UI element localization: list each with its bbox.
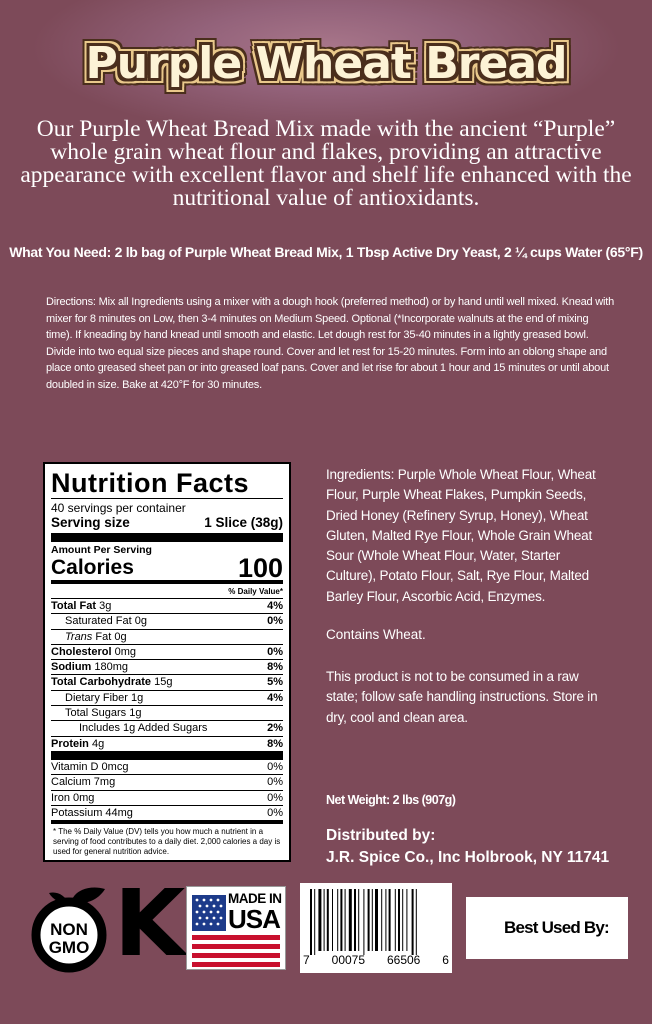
usa-text: USA bbox=[228, 904, 280, 934]
barcode-bar bbox=[416, 889, 417, 955]
barcode-bar bbox=[340, 889, 342, 951]
barcode-bar bbox=[368, 889, 370, 951]
vitamin-row: Potassium 44mg 0% bbox=[51, 806, 283, 819]
kosher-icon: K bbox=[114, 870, 186, 977]
vitamin-row: Vitamin D 0mcg 0% bbox=[51, 760, 283, 773]
barcode-bars bbox=[300, 883, 452, 955]
best-used-by-box bbox=[466, 897, 628, 959]
vitamin-row: Iron 0mg 0% bbox=[51, 791, 283, 804]
barcode-bar bbox=[310, 889, 312, 955]
distributed-label: Distributed by: bbox=[326, 827, 436, 844]
barcode-bar bbox=[406, 889, 407, 951]
barcode-bar bbox=[363, 889, 364, 955]
nutrient-row: Dietary Fiber 1g 4% bbox=[51, 690, 283, 705]
barcode-bar bbox=[337, 889, 338, 951]
barcode-bar bbox=[345, 889, 346, 951]
directions: Directions: Mix all Ingredients using a mixer with a dough hook (preferred method) or by hand until well mixed. Knead with mixer for 8 minutes on Low, then 3-4 minutes on Medium Speed. Optional (*Incorporate walnuts at the end of mixing time). If kneading by hand knead until smooth and elastic. Let dough rest for 35-40 minutes in a lightly greased bowl. Divide into two equal size pieces and shape round. Cover and let rest for 15-20 minutes. Form into an oblong shape and place onto greased sheet pan or into greased loaf pans. Cover and let rise for about 1 hour and 15 minutes or until about doubled in size. Bake at 420°F for 30 minutes. bbox=[46, 296, 615, 391]
nongmo-bottom-text: GMO bbox=[48, 938, 90, 957]
title-banner bbox=[0, 38, 652, 89]
barcode-bar bbox=[375, 889, 378, 951]
barcode-bar bbox=[402, 889, 403, 951]
nutrient-row: Saturated Fat 0g 0% bbox=[51, 613, 283, 628]
nutrient-row: Total Sugars 1g bbox=[51, 705, 283, 720]
made-in-text: MADE IN bbox=[228, 891, 282, 906]
barcode-bar bbox=[354, 889, 356, 951]
best-used-by-label: Best Used By: bbox=[504, 918, 609, 937]
nutrient-row: Total Carbohydrate 15g 5% bbox=[51, 676, 283, 689]
barcode-bar bbox=[318, 889, 321, 951]
calories: Calories 100 bbox=[51, 553, 283, 583]
net-weight: Net Weight: 2 lbs (907g) bbox=[326, 793, 456, 807]
barcode-bar bbox=[412, 889, 414, 955]
barcode-bar bbox=[398, 889, 400, 951]
barcode-bar bbox=[349, 889, 352, 951]
nutrition-facts-panel bbox=[43, 462, 291, 862]
nutrition-title: Nutrition Facts bbox=[51, 468, 250, 498]
barcode-bar bbox=[327, 889, 329, 951]
barcode-bar bbox=[358, 889, 359, 951]
barcode-bar bbox=[381, 889, 382, 951]
non-gmo-leaf-icon bbox=[25, 885, 113, 973]
product-title: Purple Wheat Bread bbox=[85, 38, 567, 89]
distributor-info bbox=[326, 825, 609, 869]
what-you-need: What You Need: 2 lb bag of Purple Wheat Bread Mix, 1 Tbsp Active Dry Yeast, 2 ¼ cups Water (65°F) bbox=[9, 244, 643, 260]
nongmo-top-text: NON bbox=[50, 920, 88, 939]
nutrient-row: Cholesterol 0mg 0% bbox=[51, 645, 283, 658]
servings-per-container: 40 servings per container bbox=[51, 501, 186, 515]
nutrient-row: Includes 1g Added Sugars 2% bbox=[51, 720, 283, 735]
barcode-bar bbox=[372, 889, 373, 951]
handling-notice: This product is not to be consumed in a raw state; follow safe handling instructions. Store in dry, cool and clean area. bbox=[326, 669, 598, 725]
barcode-bar bbox=[324, 889, 325, 951]
amount-per-serving: Amount Per Serving bbox=[51, 544, 152, 556]
barcode-bar bbox=[385, 889, 386, 951]
daily-value-header: % Daily Value* bbox=[228, 587, 283, 596]
nutrition-footnote: * The % Daily Value (DV) tells you how much a nutrient in a serving of food contributes to a daily diet. 2,000 calories a day is used for general nutrition advice. bbox=[53, 827, 281, 857]
nutrient-row: Total Fat 3g 4% bbox=[51, 600, 283, 612]
upc-barcode bbox=[300, 883, 452, 973]
distributor-address: J.R. Spice Co., Inc Holbrook, NY 11741 bbox=[326, 849, 610, 866]
barcode-bar bbox=[332, 889, 333, 951]
barcode-bar bbox=[395, 889, 396, 951]
vitamin-row: Calcium 7mg 0% bbox=[51, 776, 283, 789]
made-in-usa-badge bbox=[186, 886, 286, 970]
nutrient-row: Trans Fat 0g bbox=[51, 629, 283, 644]
ingredients: Ingredients: Purple Whole Wheat Flour, Wheat Flour, Purple Wheat Flakes, Pumpkin Seeds, Dried Honey (Refinery Syrup, Honey), Wheat Gluten, Malted Rye Flour, Whole Grain Wheat Sour (Whole Wheat Flour, Water, Starter Culture), Potato Flour, Salt, Rye Flour, Malted Barley Flour, Ascorbic Acid, Enzymes. bbox=[326, 467, 596, 604]
product-description: Our Purple Wheat Bread Mix made with the ancient “Purple” whole grain wheat flour and flakes, providing an attractive appearance with excellent flavor and shelf life enhanced with the nutritional value of antioxidants. bbox=[20, 116, 632, 211]
nutrient-row: Protein 4g 8% bbox=[51, 737, 283, 750]
barcode-bar bbox=[314, 889, 315, 955]
barcode-digits: 7 00075 66506 6 bbox=[303, 953, 449, 967]
nutrient-row: Sodium 180mg 8% bbox=[51, 661, 283, 674]
serving-size: Serving size 1 Slice (38g) bbox=[51, 515, 283, 530]
barcode-bar bbox=[389, 889, 391, 951]
allergen-statement: Contains Wheat. bbox=[326, 627, 426, 642]
